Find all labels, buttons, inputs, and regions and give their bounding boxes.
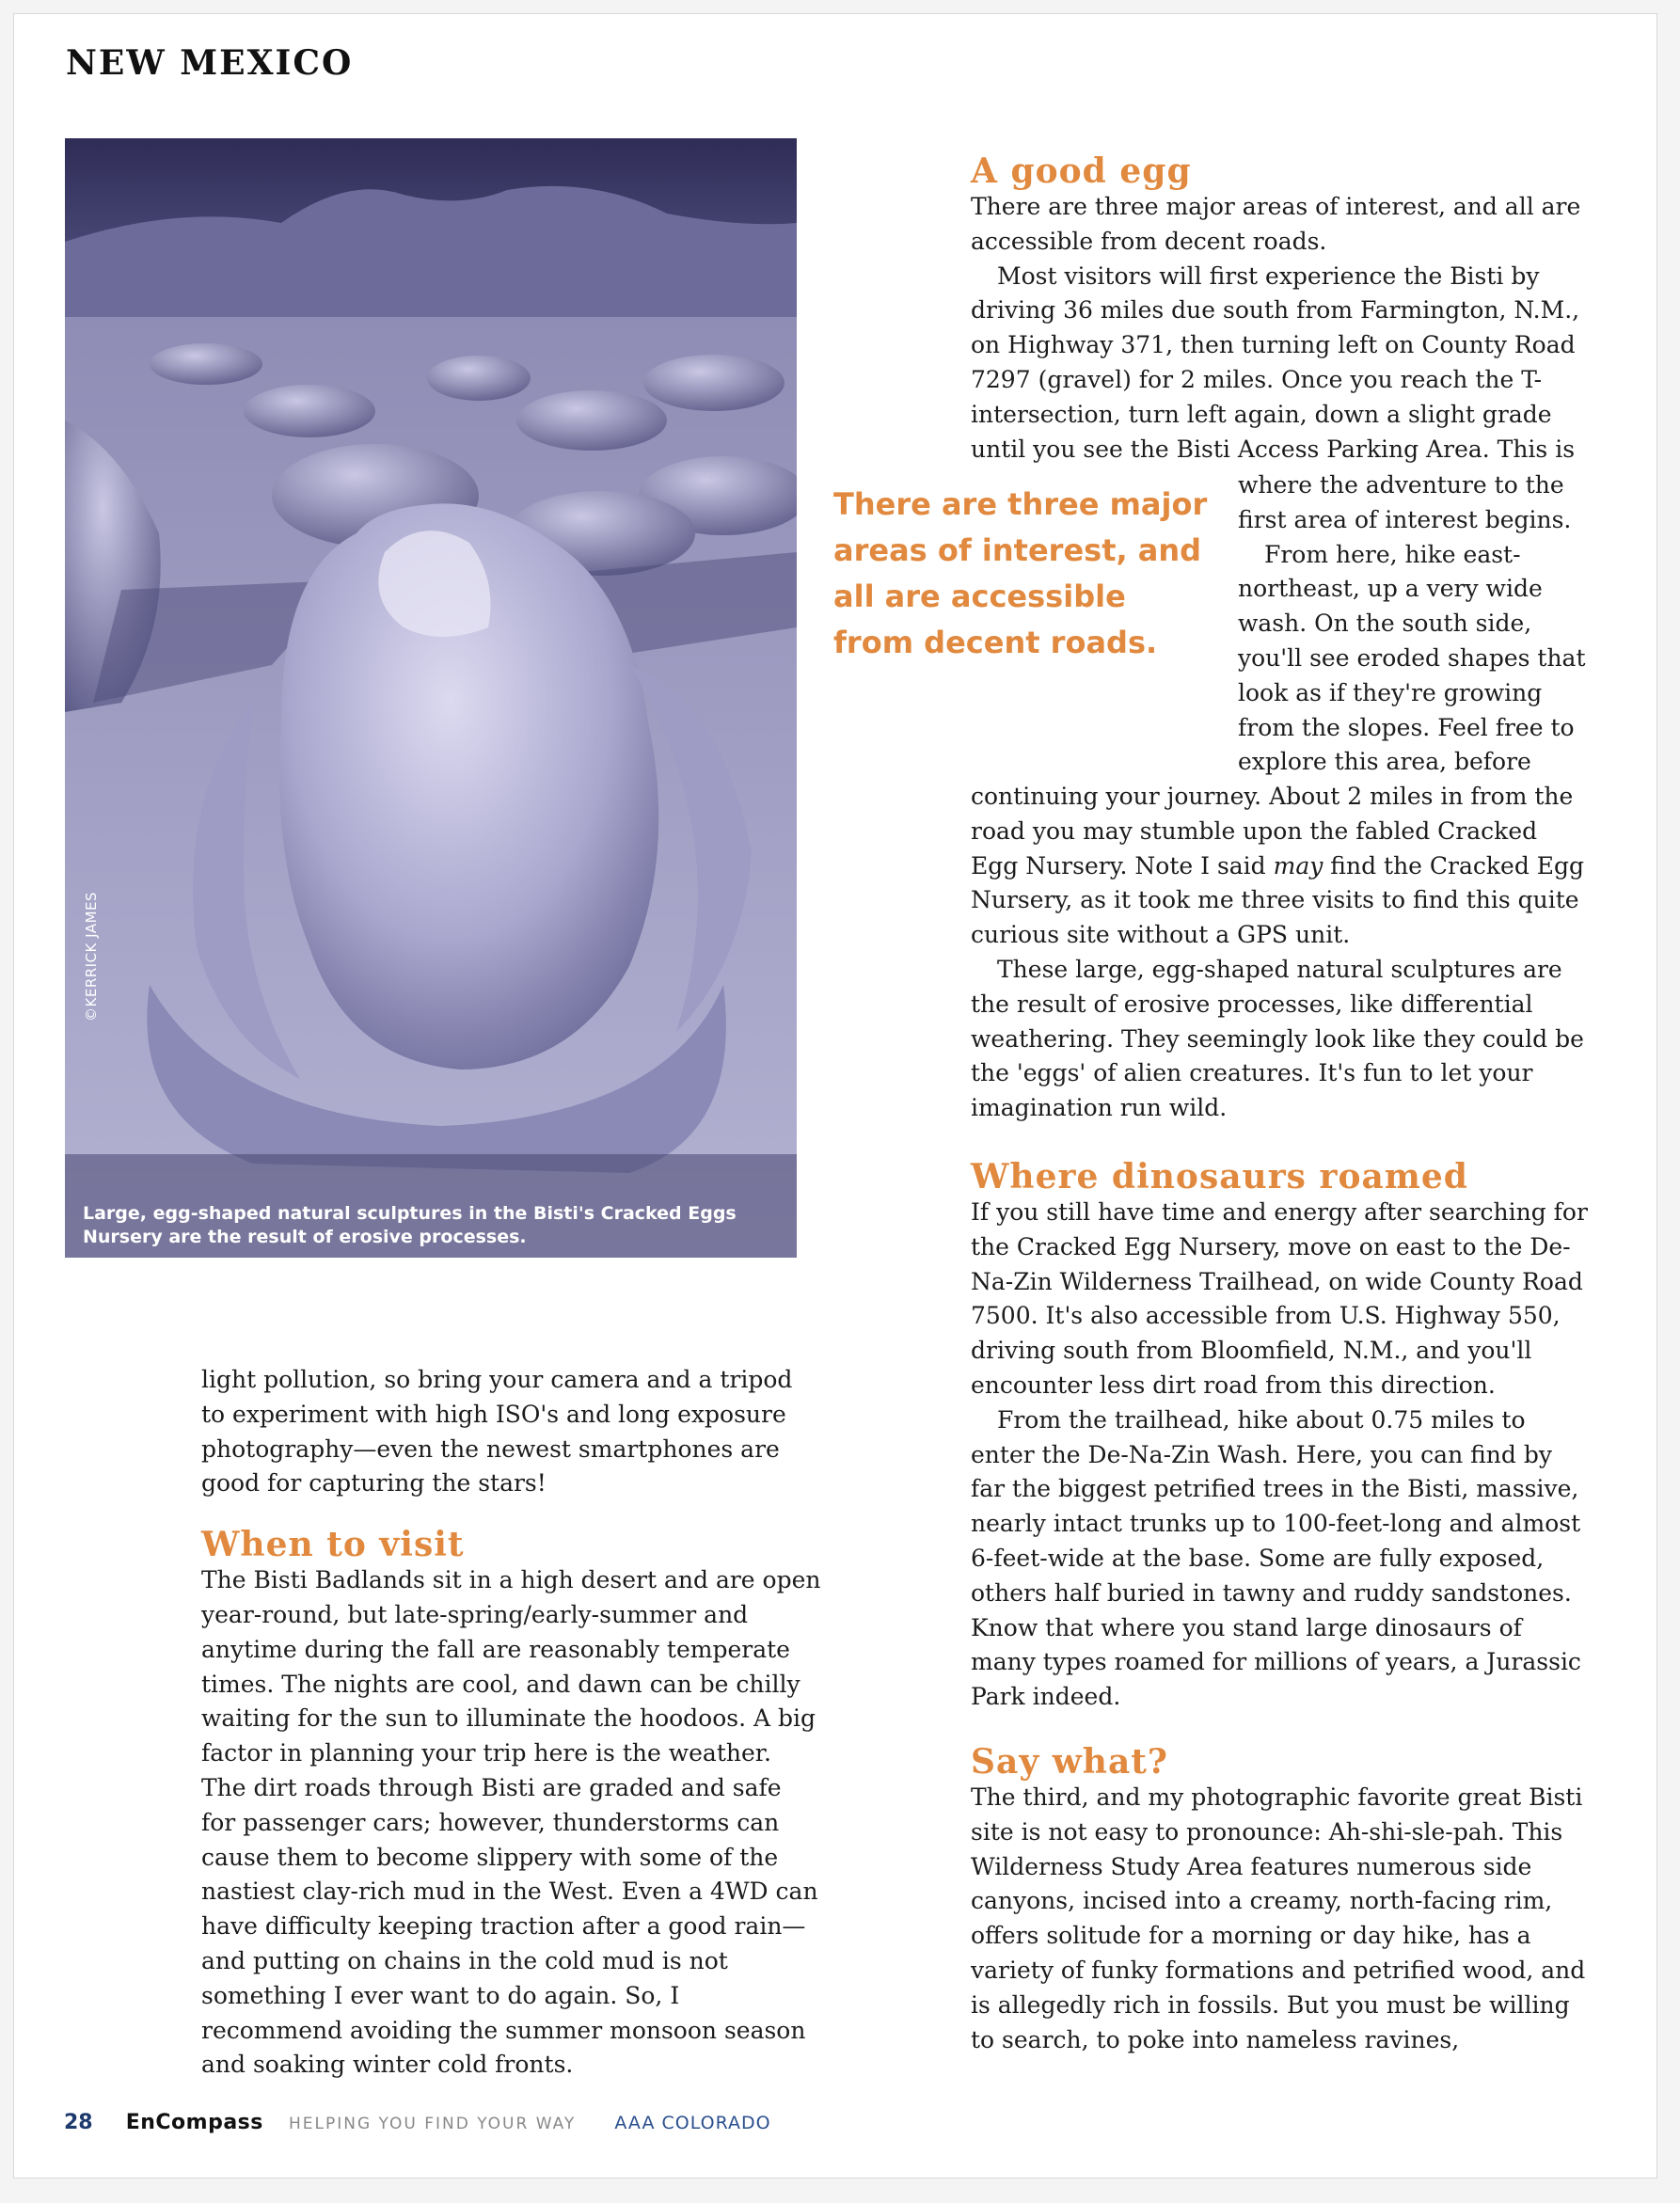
right-column-bottom <box>971 780 1592 2057</box>
left-intro-paragraph: light pollution, so bring your camera and a tripod to experiment with high ISO's and long exposure photography—even the newest smartphones are good for capturing the stars! <box>201 1366 793 1498</box>
good-egg-heading: A good egg <box>971 151 1192 191</box>
page-number: 28 <box>64 2111 93 2134</box>
magazine-brand: EnCompass <box>125 2111 263 2134</box>
dinosaurs-paragraph-2: From the trailhead, hike about 0.75 miles to enter the De-Na-Zin Wash. Here, you can find by far the biggest petrified trees in the Bisti, massive, nearly intact trunks up to 100-feet-long and almost 6-feet-wide at the base. Some are fully exposed, others half buried in tawny and ruddy sandstones. Know that where you stand large dinosaurs of many types roamed for millions of years, a Jurassic Park indeed. <box>971 1405 1581 1711</box>
page-footer <box>64 2111 771 2134</box>
photo-caption: Large, egg-shaped natural sculptures in the Bisti's Cracked Eggs Nursery are the result of erosive processes. <box>83 1203 737 1247</box>
good-egg-paragraph-2-continued: where the adventure to the first area of interest begins. <box>1238 471 1572 533</box>
section-label: NEW MEXICO <box>66 43 354 83</box>
photo-credit: ©KERRICK JAMES <box>83 891 100 1022</box>
text-run: continuing your journey. About 2 miles in from the road you may stumble upon the fabled Cracked Egg Nursery. Note I said <box>971 783 1574 880</box>
when-to-visit-paragraph: The Bisti Badlands sit in a high desert and are open year-round, but late-spring/early-summer and anytime during the fall are reasonably temperate times. The nights are cool, and dawn can be chilly waiting for the sun to illuminate the hoodoos. A big factor in planning your trip here is the weather. The dirt roads through Bisti are graded and safe for passenger cars; however, thunderstorms can cause them to become slippery with some of the nastiest clay-rich mud in the West. Even a 4WD can have difficulty keeping traction after a good rain—and putting on chains in the cold mud is not something I ever want to do again. So, I recommend avoiding the summer monsoon season and soaking winter cold fronts. <box>201 1566 821 2079</box>
good-egg-paragraph-3-continued <box>971 780 1592 953</box>
text-run: find the Cracked Egg Nursery, as it took me three visits to find this quite curious site without a GPS unit. <box>971 851 1585 949</box>
good-egg-paragraph-1: There are three major areas of interest, and all are accessible from decent roads. <box>971 193 1581 255</box>
left-column <box>201 1363 822 2083</box>
badlands-photo-illustration <box>65 138 797 1258</box>
pull-quote: There are three major areas of interest, and all are accessible from decent roads. <box>833 486 1208 660</box>
good-egg-paragraph-2: Most visitors will first experience the Bisti by driving 36 miles due south from Farmington, N.M., on Highway 371, then turning left on County Road 7297 (gravel) for 2 miles. Once you reach the T-intersection, turn left again, down a slight grade until you see the Bisti Access Parking Area. This is <box>971 262 1580 463</box>
magazine-tagline: HELPING YOU FIND YOUR WAY <box>288 2115 577 2133</box>
emphasis-may: may <box>1273 851 1323 880</box>
dinosaurs-heading: Where dinosaurs roamed <box>971 1156 1468 1197</box>
right-column-top <box>971 152 1582 467</box>
club-name: AAA COLORADO <box>614 2113 771 2133</box>
dinosaurs-paragraph-1: If you still have time and energy after searching for the Cracked Egg Nursery, move on east to the De-Na-Zin Wilderness Trailhead, on wide County Road 7500. It's also accessible from U.S. Highway 550, driving south from Bloomfield, N.M., and you'll encounter less dirt road from this direction. <box>971 1197 1588 1399</box>
when-to-visit-heading: When to visit <box>201 1525 465 1565</box>
good-egg-paragraph-4: These large, egg-shaped natural sculptures are the result of erosive processes, like differential weathering. They seemingly look like they could be the 'eggs' of alien creatures. It's fun to let your imagination run wild. <box>971 955 1584 1122</box>
say-what-heading: Say what? <box>971 1741 1168 1782</box>
right-column-wrap <box>1238 468 1586 780</box>
article-photo <box>65 138 797 1258</box>
good-egg-paragraph-3: From here, hike east-northeast, up a very wide wash. On the south side, you'll see eroded shapes that look as if they're growing from the slopes. Feel free to explore this area, before <box>1238 540 1586 776</box>
say-what-paragraph: The third, and my photographic favorite great Bisti site is not easy to pronounce: Ah-shi-sle-pah. This Wilderness Study Area features numerous side canyons, incised into a creamy, north-facing rim, offers solitude for a morning or day hike, has a variety of funky formations and petrified wood, and is allegedly rich in fossils. But you must be willing to search, to poke into nameless ravines, <box>971 1783 1586 2053</box>
